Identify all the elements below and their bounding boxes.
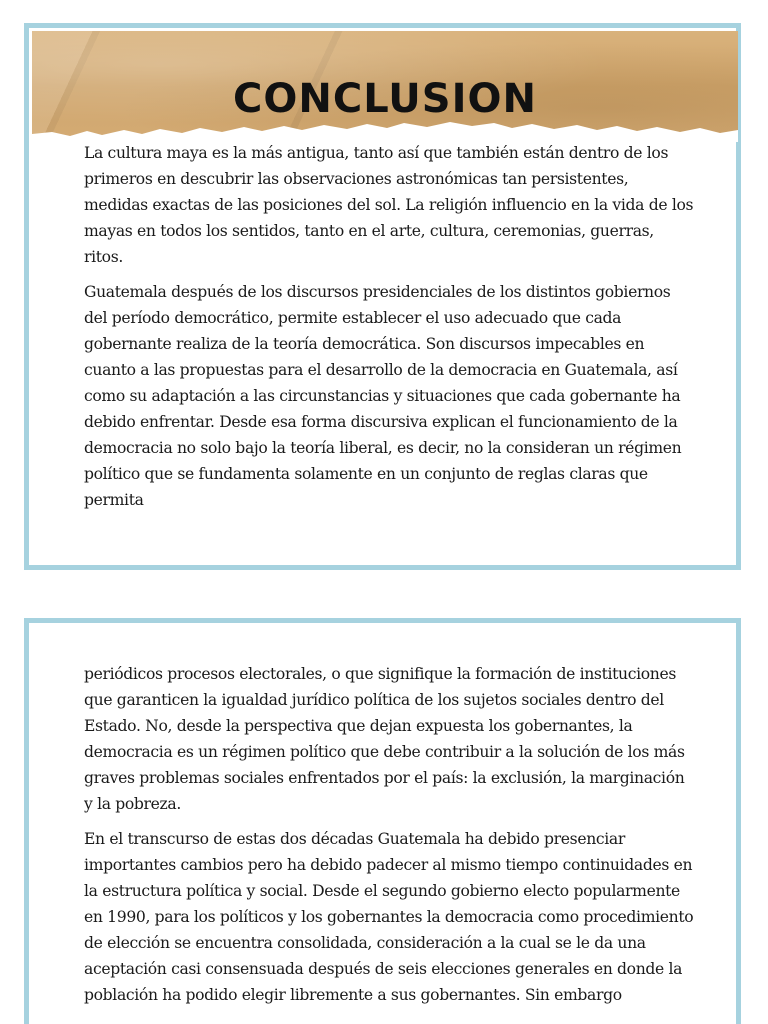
body-text bbox=[84, 661, 694, 1017]
page-title: CONCLUSION bbox=[233, 76, 537, 122]
torn-paper-edge bbox=[32, 120, 738, 142]
paragraph: En el transcurso de estas dos décadas Guatemala ha debido presenciar importantes cambios pero ha debido padecer al mismo tiempo continuidades en la estructura política y social. Desde el segundo gobierno electo popularmente en 1990, para los políticos y los gobernantes la democracia como procedimiento de elección se encuentra consolidada, consideración a la cual se le da una aceptación casi consensuada después de seis elecciones generales en donde la población ha podido elegir libremente a sus gobernantes. Sin embargo bbox=[84, 830, 694, 1004]
paragraph: La cultura maya es la más antigua, tanto así que también están dentro de los primeros en descubrir las observaciones astronómicas tan persistentes, medidas exactas de las posiciones del sol. La religión influencio en la vida de los mayas en todos los sentidos, tanto en el arte, cultura, ceremonias, guerras, ritos. bbox=[84, 144, 694, 266]
paragraph: periódicos procesos electorales, o que signifique la formación de instituciones que garanticen la igualdad jurídico política de los sujetos sociales dentro del Estado. No, desde la perspectiva que dejan expuesta los gobernantes, la democracia es un régimen político que debe contribuir a la solución de los más graves problemas sociales enfrentados por el país: la exclusión, la marginación y la pobreza. bbox=[84, 665, 685, 813]
paragraph: Guatemala después de los discursos presidenciales de los distintos gobiernos del período democrático, permite establecer el uso adecuado que cada gobernante realiza de la teoría democrática. Son discursos impecables en cuanto a las propuestas para el desarrollo de la democracia en Guatemala, así como su adaptación a las circunstancias y situaciones que cada gobernante ha debido enfrentar. Desde esa forma discursiva explican el funcionamiento de la democracia no solo bajo la teoría liberal, es decir, no la consideran un régimen político que se fundamenta solamente en un conjunto de reglas claras que permita bbox=[84, 283, 682, 509]
document-page-1 bbox=[24, 23, 741, 570]
body-text bbox=[84, 140, 694, 522]
kraft-paper-banner bbox=[32, 31, 738, 141]
document-page-2 bbox=[24, 618, 741, 1024]
